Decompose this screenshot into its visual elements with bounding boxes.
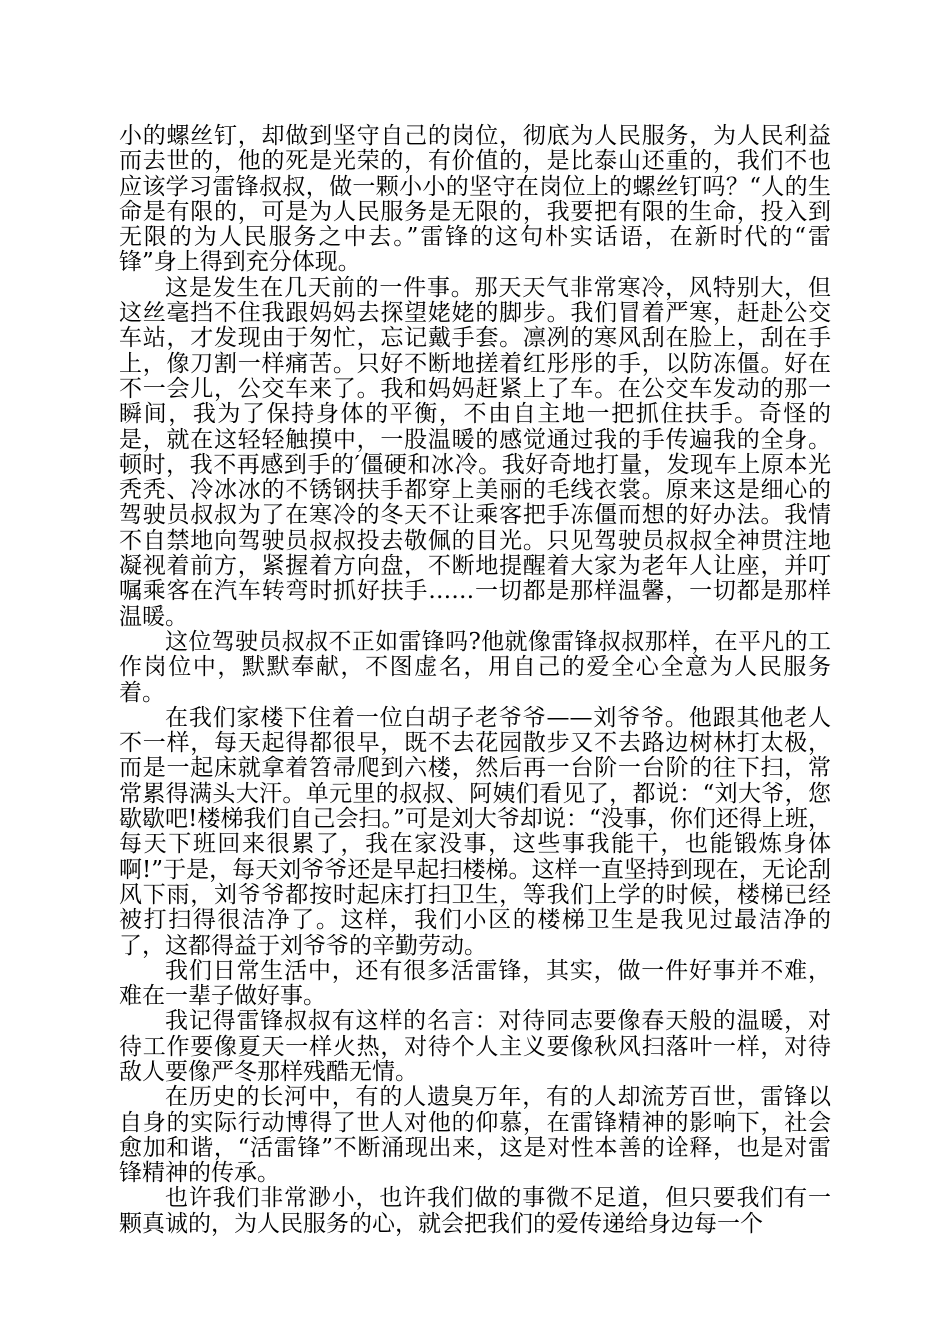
paragraph-8: 也许我们非常渺小，也许我们做的事微不足道，但只要我们有一颗真诚的，为人民服务的心，就会把我们的爱传递给身边每一个 [119,1185,831,1237]
paragraph-5: 我们日常生活中，还有很多活雷锋，其实，做一件好事并不难，难在一辈子做好事。 [119,957,831,1010]
paragraph-1: 小的螺丝钉，却做到坚守自己的岗位，彻底为人民服务，为人民利益而去世的，他的死是光荣的，有价值的，是比泰山还重的，我们不也应该学习雷锋叔叔，做一颗小小的坚守在岗位上的螺丝钉吗？“人的生命是有限的，可是为人民服务是无限的，我要把有限的生命，投入到无限的为人民服务之中去。”雷锋的这句朴实话语，在新时代的“雷锋”身上得到充分体现。 [119,123,831,276]
paragraph-2: 这是发生在几天前的一件事。那天天气非常寒冷，风特别大，但这丝毫挡不住我跟妈妈去探望姥姥的脚步。我们冒着严寒，赶赴公交车站，才发现由于匆忙，忘记戴手套。凛冽的寒风刮在脸上，刮在手上，像刀割一样痛苦。只好不断地搓着红彤彤的手，以防冻僵。好在不一会儿，公交车来了。我和妈妈赶紧上了车。在公交车发动的那一瞬间，我为了保持身体的平衡，不由自主地一把抓住扶手。奇怪的是，就在这轻轻触摸中，一股温暖的感觉通过我的手传遍我的全身。顿时，我不再感到手的′僵硬和冰冷。我好奇地打量，发现车上原本光秃秃、冷冰冰的不锈钢扶手都穿上美丽的毛线衣裳。原来这是细心的驾驶员叔叔为了在寒冷的冬天不让乘客把手冻僵而想的好办法。我情不自禁地向驾驶员叔叔投去敬佩的目光。只见驾驶员叔叔全神贯注地凝视着前方，紧握着方向盘，不断地提醒着大家为老年人让座，并叮嘱乘客在汽车转弯时抓好扶手……一切都是那样温馨，一切都是那样温暖。 [119,274,831,630]
document-page [119,124,831,1237]
paragraph-3: 这位驾驶员叔叔不正如雷锋吗?他就像雷锋叔叔那样，在平凡的工作岗位中，默默奉献，不图虚名，用自己的爱全心全意为人民服务着。 [119,628,831,706]
paragraph-6: 我记得雷锋叔叔有这样的名言：对待同志要像春天般的温暖，对待工作要像夏天一样火热，对待个人主义要像秋风扫落叶一样，对待敌人要像严冬那样残酷无情。 [119,1008,831,1085]
paragraph-4: 在我们家楼下住着一位白胡子老爷爷——刘爷爷。他跟其他老人不一样，每天起得都很早，既不去花园散步又不去路边树林打太极，而是一起床就拿着笤帚爬到六楼，然后再一台阶一台阶的往下扫，常常累得满头大汗。单元里的叔叔、阿姨们看见了，都说：“刘大爷，您歇歇吧!楼梯我们自己会扫。”可是刘大爷却说：“没事，你们还得上班，每天下班回来很累了，我在家没事，这些事我能干，也能锻炼身体啊!”于是，每天刘爷爷还是早起扫楼梯。这样一直坚持到现在，无论刮风下雨，刘爷爷都按时起床打扫卫生，等我们上学的时候，楼梯已经被打扫得很洁净了。这样，我们小区的楼梯卫生是我见过最洁净的了，这都得益于刘爷爷的辛勤劳动。 [119,704,831,959]
paragraph-7: 在历史的长河中，有的人遗臭万年，有的人却流芳百世，雷锋以自身的实际行动博得了世人对他的仰慕，在雷锋精神的影响下，社会愈加和谐，“活雷锋”不断涌现出来，这是对性本善的诠释，也是对雷锋精神的传承。 [119,1084,831,1187]
